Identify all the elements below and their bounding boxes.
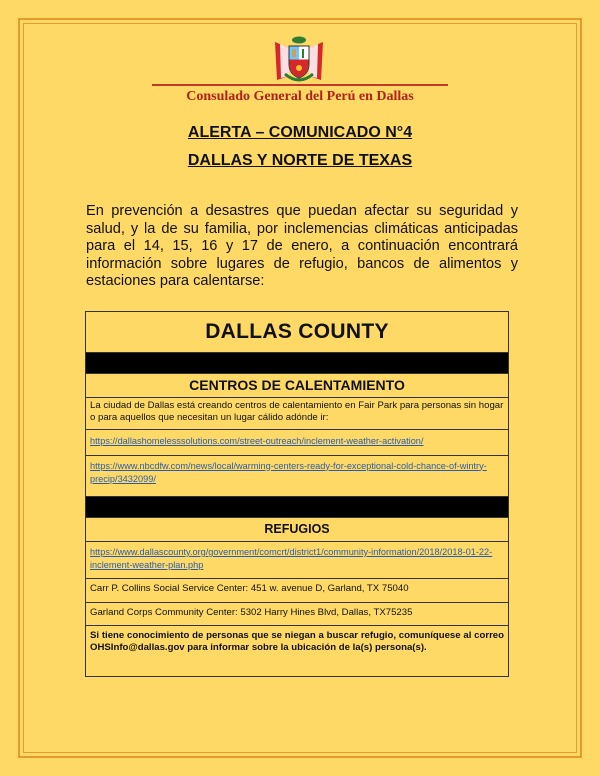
warming-description: La ciudad de Dallas está creando centros de calentamiento en Fair Park para personas sin hogar o para aquellos que necesitan un lugar cálido adónde ir: (86, 398, 509, 430)
dallas-county-table (85, 311, 509, 677)
black-separator (86, 353, 509, 374)
header-divider (152, 84, 448, 86)
consulate-name: Consulado General del Perú en Dallas (186, 89, 414, 104)
intro-paragraph: En prevención a desastres que puedan afectar su seguridad y salud, y la de su familia, por inclemencias climáticas anticipadas para el 14, 15, 16 y 17 de enero, a continuación encontrará información sobre lugares de refugio, bancos de alimentos y estaciones para calentarse: (86, 203, 518, 290)
shelters-heading-row (86, 518, 509, 542)
shelter-center-1: Carr P. Collins Social Service Center: 451 w. avenue D, Garland, TX 75040 (86, 579, 509, 602)
peru-coat-of-arms-icon (273, 34, 325, 84)
black-separator-2 (86, 497, 509, 518)
warming-link1-row (86, 430, 509, 455)
warming-heading-row (86, 374, 509, 398)
alert-subtitle: DALLAS Y NORTE DE TEXAS (187, 152, 413, 169)
shelters-heading: REFUGIOS (86, 518, 509, 542)
shelter-note-row (86, 625, 509, 676)
shelters-link[interactable]: https://www.dallascounty.org/government/comcrt/district1/community-information/2018/2018-01-22-inclement-weather-plan.php (90, 547, 493, 571)
warming-link-1[interactable]: https://dallashomelesssolutions.com/street-outreach/inclement-weather-activation/ (90, 436, 424, 447)
shelter-center-2: Garland Corps Community Center: 5302 Harry Hines Blvd, Dallas, TX75235 (86, 602, 509, 625)
alert-title: ALERTA – COMUNICADO N°4 (187, 124, 413, 141)
warming-link-2[interactable]: https://www.nbcdfw.com/news/local/warming-centers-ready-for-exceptional-cold-chance-of-wintry-precip/3432099/ (90, 460, 487, 484)
shelter-note: Si tiene conocimiento de personas que se niegan a buscar refugio, comuníquese al correo OHSInfo@dallas.gov para informar sobre la ubicación de la(s) persona(s). (86, 625, 509, 676)
county-heading: DALLAS COUNTY (86, 312, 509, 353)
shelters-link-row (86, 542, 509, 579)
warming-heading: CENTROS DE CALENTAMIENTO (86, 374, 509, 398)
warming-link2-row (86, 455, 509, 496)
shelter-center-1-row (86, 579, 509, 602)
county-row (86, 312, 509, 353)
warming-description-row (86, 398, 509, 430)
shelter-center-2-row (86, 602, 509, 625)
